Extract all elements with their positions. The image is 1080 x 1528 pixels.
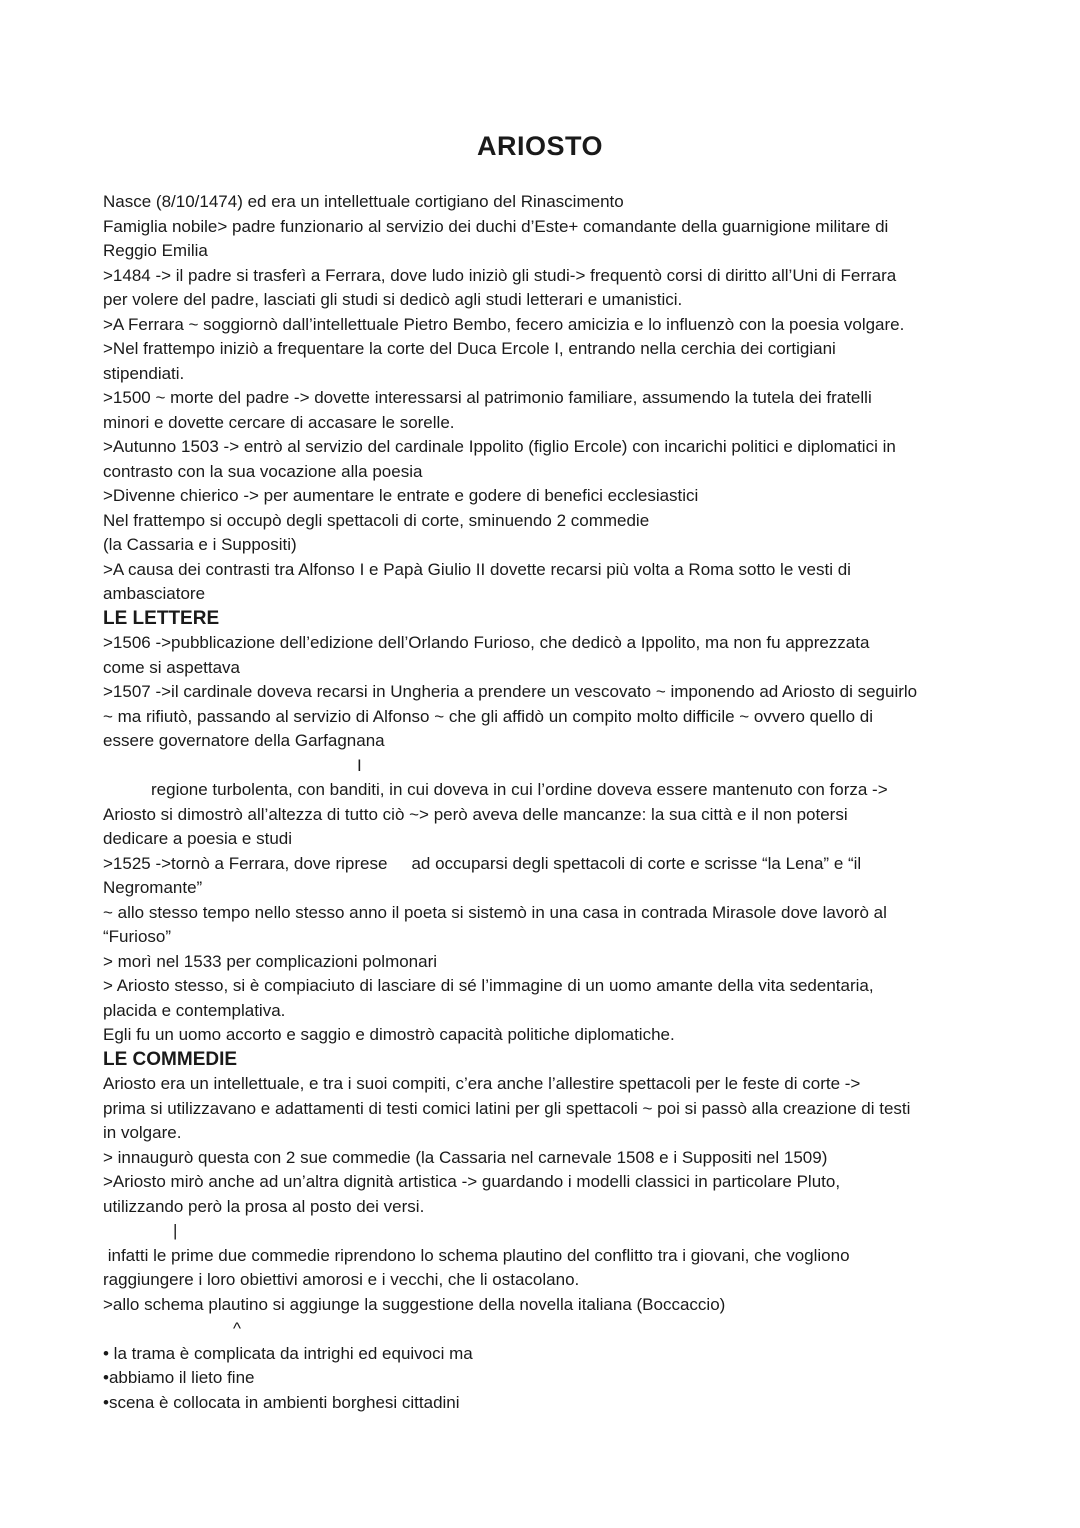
text-line: Ariosto era un intellettuale, e tra i suoi compiti, c’era anche l’allestire spettacoli per le feste di corte -> <box>103 1074 861 1093</box>
text-line: >Divenne chierico -> per aumentare le entrate e godere di benefici ecclesiastici <box>103 486 699 505</box>
text-line: ambasciatore <box>103 584 206 603</box>
text-line: >1506 ->pubblicazione dell’edizione dell’Orlando Furioso, che dedicò a Ippolito, ma non fu apprezzata <box>103 633 870 652</box>
lettere-section <box>103 607 993 1048</box>
text-line: ~ allo stesso tempo nello stesso anno il poeta si sistemò in una casa in contrada Mirasole dove lavorò al <box>103 902 887 922</box>
text-line: >1484 -> il padre si trasferì a Ferrara, dove ludo iniziò gli studi-> frequentò corsi di diritto all’Uni di Ferrara <box>103 265 897 285</box>
text-line: prima si utilizzavano e adattamenti di testi comici latini per gli spettacoli ~ poi si passò alla creazione di testi <box>103 1098 911 1118</box>
bullet-item: •scena è collocata in ambienti borghesi cittadini <box>103 1392 460 1412</box>
text-line: > morì nel 1533 per complicazioni polmonari <box>103 951 438 971</box>
text-line: placida e contemplativa. <box>103 1000 286 1020</box>
text-line: > Ariosto stesso, si è compiaciuto di lasciare di sé l’immagine di un uomo amante della vita sedentaria, <box>103 976 874 995</box>
caret-mark: ^ <box>233 1319 241 1338</box>
bullet-item: •abbiamo il lieto fine <box>103 1368 255 1387</box>
text-line: per volere del padre, lasciati gli studi si dedicò agli studi letterari e umanistici. <box>103 290 683 309</box>
text-line: Egli fu un uomo accorto e saggio e dimostrò capacità politiche diplomatiche. <box>103 1025 675 1044</box>
text-line: >1500 ~ morte del padre -> dovette interessarsi al patrimonio familiare, assumendo la tutela dei fratelli <box>103 388 872 407</box>
text-line: utilizzando però la prosa al posto dei versi. <box>103 1196 425 1216</box>
section-heading-commedie: LE COMMEDIE <box>103 1048 238 1070</box>
text-line: >Autunno 1503 -> entrò al servizio del cardinale Ippolito (figlio Ercole) con incarichi politici e diplomatici in <box>103 437 896 456</box>
text-line: >allo schema plautino si aggiunge la suggestione della novella italiana (Boccaccio) <box>103 1294 726 1314</box>
text-line: infatti le prime due commedie riprendono lo schema plautino del conflitto tra i giovani, che vogliono <box>103 1245 850 1265</box>
text-line: in volgare. <box>103 1123 182 1142</box>
text-line-1525 <box>103 852 993 877</box>
text-line: Famiglia nobile> padre funzionario al servizio dei duchi d’Este+ comandante della guarnigione militare di <box>103 216 889 236</box>
text-line: (la Cassaria e i Suppositi) <box>103 535 297 554</box>
text-line: dedicare a poesia e studi <box>103 829 293 848</box>
text-fragment: >1525 ->tornò a Ferrara, dove riprese <box>103 853 388 873</box>
text-line: ~ ma rifiutò, passando al servizio di Alfonso ~ che gli affidò un compito molto difficile ~ ovvero quello di <box>103 706 873 726</box>
text-fragment: ad occuparsi degli spettacoli di corte e scrisse “la Lena” e “il <box>411 853 862 873</box>
text-line: Negromante” <box>103 878 203 897</box>
text-line: >A causa dei contrasti tra Alfonso I e Papà Giulio II dovette recarsi più volta a Roma sotto le vesti di <box>103 559 851 579</box>
page-title: ARIOSTO <box>476 131 603 161</box>
text-line: >Nel frattempo iniziò a frequentare la corte del Duca Ercole I, entrando nella cerchia dei cortigiani <box>103 339 836 358</box>
connector-mark: | <box>173 1221 178 1240</box>
biography-section <box>103 190 993 607</box>
document-body <box>103 190 993 1415</box>
text-line: minori e dovette cercare di accasare le sorelle. <box>103 412 455 432</box>
bullet-item: • la trama è complicata da intrighi ed equivoci ma <box>103 1343 473 1363</box>
text-line: “Furioso” <box>103 927 172 946</box>
text-line: Nasce (8/10/1474) ed era un intellettuale cortigiano del Rinascimento <box>103 192 624 211</box>
text-line: Reggio Emilia <box>103 241 208 260</box>
text-line: contrasto con la sua vocazione alla poesia <box>103 461 423 481</box>
commedie-section <box>103 1048 993 1416</box>
text-line: > innaugurò questa con 2 sue commedie (la Cassaria nel carnevale 1508 e i Suppositi nel 1509) <box>103 1147 828 1167</box>
text-line: >A Ferrara ~ soggiornò dall’intellettuale Pietro Bembo, fecero amicizia e lo influenzò con la poesia volgare. <box>103 314 905 334</box>
text-line: >Ariosto mirò anche ad un’altra dignità artistica -> guardando i modelli classici in particolare Pluto, <box>103 1172 841 1191</box>
text-line: Nel frattempo si occupò degli spettacoli di corte, sminuendo 2 commedie <box>103 510 650 530</box>
text-line: regione turbolenta, con banditi, in cui doveva in cui l’ordine doveva essere mantenuto con forza -> <box>151 780 888 799</box>
connector-mark: I <box>357 755 362 775</box>
text-line: Ariosto si dimostrò all’altezza di tutto ciò ~> però aveva delle mancanze: la sua città e il non potersi <box>103 804 848 824</box>
text-line: come si aspettava <box>103 657 241 677</box>
text-line: stipendiati. <box>103 363 185 383</box>
text-line: >1507 ->il cardinale doveva recarsi in Ungheria a prendere un vescovato ~ imponendo ad Ariosto di seguirlo <box>103 682 918 701</box>
text-line: raggiungere i loro obiettivi amorosi e i vecchi, che li ostacolano. <box>103 1270 580 1289</box>
section-heading-lettere: LE LETTERE <box>103 607 220 629</box>
text-line: essere governatore della Garfagnana <box>103 731 385 750</box>
